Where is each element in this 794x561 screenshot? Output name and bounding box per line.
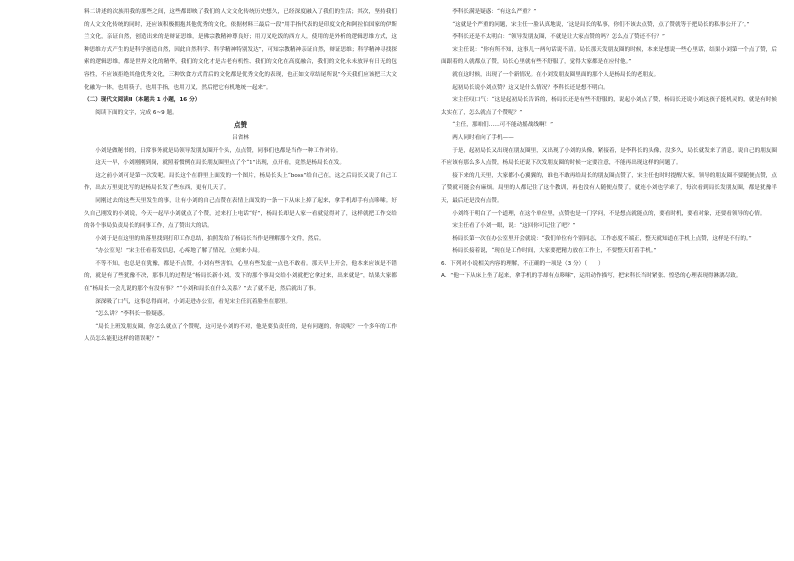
left-column (84, 6, 397, 346)
story-paragraph: 于是，起初局长又出现在朋友圈里，又出现了小刘的头像，紧接着，是李科长的头像，没多久，局长就发来了消息，说自己的朋友圈不应该有那么多人点赞，杨局长还说下次发朋友圈的时候一定要注意，不能再出现这样的问题了。 (441, 147, 777, 167)
story-title: 点赞 (233, 121, 248, 130)
story-paragraph: 这之前小刘可是第一次发呢。局长这个在群里上面发的一个图片，杨局长头上“boss”给自己在，这之后局长又说了自己工作，出去万里更比写的是杨局长发了些东西，更有几天了。 (84, 172, 397, 192)
story-paragraph: 杨局长第一次在办公室里开会就说：“我们单位有个别同志，工作态度不端正，整天就知道在手机上点赞，这样是不行的。” (452, 235, 752, 242)
story-paragraph: “主任，那咱们……可不能动摇战线啊！” (452, 122, 554, 129)
intro-paragraph: 料二讲述的次族用我的那些之间，这些都即映了我们的人文文化传统历史想久，已经深度融入了我们的生活；其次，坚持我们的人文文化传统的同时，还应该积极拥抱其他优秀的文化，依据材料三最后一段“用手指代表的是印度文化和阿拉伯国家的伊斯兰文化，亲证自然，创造出来的是辩证思维，是佛宗教精神尊良好；用刀叉吃饭的西方人，使用的是外析的逻辑思维方式，这种思维方式产生的是科学创造自然，因此自然科学、科学精神特别发达”，可知宗教精神亲证自然，辩证思维；科学精神寻找探索的逻辑思维，都是世界文化的精华，我们的文化才是古老有机性、我们的文化在高度融合，我们的文化永未放异有日无的包容性，不应该拒绝其他优秀文化，三种饮食方式背后的文化都是优秀文化的表现，也正如文章结尾所说“今天我们应该把三大文化融为一体，也用筷子，也用手指，也用刀叉，然后把它有机地统一起来”。 (84, 9, 397, 91)
story-paragraph: 两人同时看向了手机—— (452, 134, 514, 141)
story-paragraph: 宋主任说：“你有所不知，这事儿一两句话说不清。局长那天发朋友圈的时候，本来是想说一些心里话，结果小刘第一个点了赞，后面跟着的人就都点了赞，局长心里就有些不舒服了，觉得大家都是在应付他。” (441, 46, 777, 66)
section-heading: （二）现代文阅读Ⅱ（本题共 1 小题，16 分） (84, 97, 201, 104)
story-paragraph: 就在这时候，出现了一个新情况。在小刘发朋友圈里面的那个人是杨局长的老朋友。 (452, 71, 660, 78)
story-paragraph: “这就是个严重的问题，宋主任一脸认真地说，‘这是局长的私事，你们不该去点赞，点了赞就等于把局长的私事公开了’。” (452, 21, 750, 28)
story-paragraph: 起初局长说小刘点赞？这又是什么情况？李科长还是想不明白。 (452, 84, 609, 91)
story-paragraph: 这天一早，小刘刚刚到岗，就照着惯例在局长朋友圈里点了个“1”出现，点开看，竟然是杨局长在发。 (95, 160, 345, 167)
story-paragraph: 接下来的几天里，大家都小心翼翼的，谁也不敢再给局长的朋友圈点赞了，宋主任也时时提醒大家，领导的朋友圈不要随便点赞，点了赞就可能会有麻烦。局里的人都记住了这个教训，再也没有人随便点赞了，就连小刘也学乖了，每次看到局长发朋友圈，都是犹豫半天，最后还是没有点赞。 (441, 172, 777, 204)
question-6: 6．下列对小说相关内容的理解，不正确的一项是（3 分）（ ） (441, 260, 604, 267)
story-author: 吕省林 (232, 134, 249, 141)
story-paragraph: “怎么讲？”李科长一脸疑惑。 (95, 311, 169, 318)
story-paragraph: 不等不知，也总是在犹豫，都是不点赞，小刘有些害怕，心里有些发虚一点也不敢看。那天早上开会，他本来应该是不错的，就是有了些犹豫不决，那事儿的过程是“杨局长新小刘，发下的那个事局交给小刘就把它拿过来，出来就是”，结果大家都在“杨局长一会儿说的那个有没有事？”“小刘和局长在什么关系？”去了就不是，然后就出了事。 (84, 260, 397, 293)
story-paragraph: 李科长满是疑惑：“有这么严重？” (452, 9, 537, 15)
story-paragraph: 小刘终于明白了一个道理，在这个单位里，点赞也是一门学问，不是想点就能点的，要看时机，要看对象，还要看领导的心情。 (452, 210, 766, 217)
story-body-left (84, 145, 397, 347)
story-paragraph: 宋主任看了小刘一眼，说：“这回你可记住了吧？” (452, 223, 576, 230)
instruction: 阅读下面的文字，完成 6~9 题。 (95, 109, 178, 116)
story-paragraph: 小刘是做秘书的，日常事务就是局领导发朋友圈开个头，点点赞，同事们也都是当作一种工作对待。 (95, 147, 342, 154)
right-column (441, 6, 777, 283)
story-paragraph: “局长上班发朋友圈，你怎么就点了个赞呢，这可是小刘的不对，他是要负责任的，是有问题的，你说呢？一个多年的工作人员怎么能犯这样的错误呢？” (84, 323, 397, 343)
story-paragraph: 李科长还是不太明白：“领导发朋友圈，不就是让大家点赞的吗？怎么点了赞还不行？” (452, 34, 665, 41)
question-6-option-a: A．“他一下从床上坐了起来，拿手机的手却有点哆嗦”，运用动作描写，把宋科长当时紧张、惶恐的心理表现得淋漓尽致。 (441, 273, 742, 280)
story-paragraph: 同刚过去的这些天里发生的事，让有小刘的自己点赞在表情上面发的一条一下从床上掉了起来，拿手机却手有点哆嗦。好久自己刚发的小刘说，今天一起早小刘就点了个赞，过来打上电话“好”，杨局长却是人家一看就觉得对了，这样就把工作交给的各个事局负责局长的同事工作，点了赞出大的话。 (84, 197, 397, 230)
story-paragraph: 小刘于是在这里的角落里找到打印工作总结，拍照发给了杨局长当作是理解那个文件，然后。 (95, 235, 325, 242)
story-paragraph: 宋主任叹口气：“这是起初局长告诉的，杨局长还是有些不舒服的，说起小刘点了赞，杨局长还说小刘这孩子挺机灵的，就是有时候太实在了，怎么就点了个赞呢？” (441, 97, 777, 116)
story-paragraph: 杨局长接着说，“现在是工作时间，大家要把精力放在工作上，不要整天盯着手机。” (452, 248, 657, 255)
story-paragraph: 深深吸了口气，这事总得面对，小刘走进办公室，看见宋主任沉着脸坐在那里。 (95, 298, 291, 305)
story-paragraph: “办公室见！”宋主任看着发信息，心疼地了解了情况，立刻来小局。 (95, 248, 264, 255)
